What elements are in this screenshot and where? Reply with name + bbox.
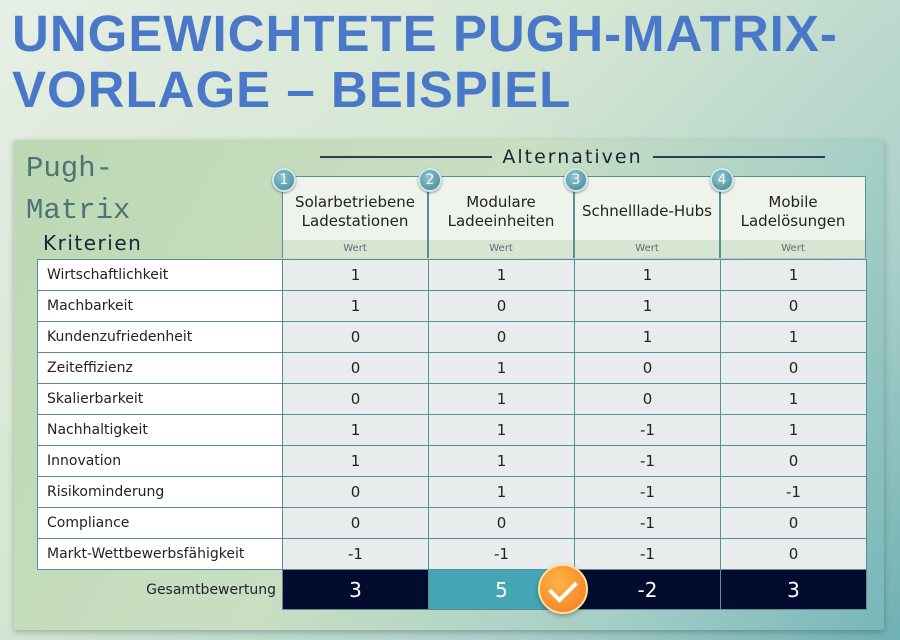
pugh-matrix-label bbox=[26, 148, 130, 232]
pugh-table bbox=[37, 259, 867, 610]
table-row bbox=[38, 539, 867, 570]
alternative-header bbox=[720, 176, 866, 258]
value-cell: 1 bbox=[283, 260, 429, 291]
value-cell: 1 bbox=[721, 415, 867, 446]
alternative-name: Modulare Ladeeinheiten bbox=[447, 192, 555, 230]
value-cell: 1 bbox=[429, 477, 575, 508]
value-cell: 1 bbox=[429, 353, 575, 384]
value-cell: 1 bbox=[575, 322, 721, 353]
value-label: Wert bbox=[575, 240, 719, 258]
value-cell: 1 bbox=[429, 260, 575, 291]
value-cell: -1 bbox=[575, 477, 721, 508]
value-cell: 0 bbox=[283, 322, 429, 353]
value-cell: 0 bbox=[429, 322, 575, 353]
alternatives-label: Alternativen bbox=[502, 146, 643, 168]
number-badge: 1 bbox=[272, 168, 296, 192]
alternative-name: Solarbetriebene Ladestationen bbox=[295, 192, 415, 230]
divider bbox=[653, 156, 825, 158]
number-badge: 3 bbox=[564, 168, 588, 192]
value-cell: 0 bbox=[283, 508, 429, 539]
value-cell: 1 bbox=[721, 384, 867, 415]
criterion-cell: Wirtschaftlichkeit bbox=[38, 260, 283, 291]
value-cell: 0 bbox=[721, 353, 867, 384]
value-cell: 1 bbox=[721, 260, 867, 291]
criterion-cell: Skalierbarkeit bbox=[38, 384, 283, 415]
value-cell: 0 bbox=[575, 353, 721, 384]
criterion-cell: Zeiteffizienz bbox=[38, 353, 283, 384]
value-cell: 1 bbox=[429, 415, 575, 446]
value-cell: 1 bbox=[283, 291, 429, 322]
table-row bbox=[38, 353, 867, 384]
value-cell: 0 bbox=[575, 384, 721, 415]
criterion-cell: Risikominderung bbox=[38, 477, 283, 508]
page-title: UNGEWICHTETE PUGH-MATRIX-VORLAGE – BEISPIEL bbox=[12, 5, 838, 118]
value-label: Wert bbox=[721, 240, 865, 258]
checkmark-badge-icon bbox=[538, 564, 588, 614]
value-cell: 0 bbox=[283, 353, 429, 384]
table-row bbox=[38, 415, 867, 446]
alternative-header bbox=[428, 176, 574, 258]
value-cell: 1 bbox=[283, 415, 429, 446]
criterion-cell: Machbarkeit bbox=[38, 291, 283, 322]
value-cell: 0 bbox=[283, 384, 429, 415]
total-cell: 3 bbox=[721, 570, 867, 610]
alternative-header bbox=[282, 176, 428, 258]
value-cell: 0 bbox=[429, 508, 575, 539]
value-cell: 0 bbox=[721, 446, 867, 477]
value-cell: -1 bbox=[721, 477, 867, 508]
number-badge: 2 bbox=[418, 168, 442, 192]
total-label: Gesamtbewertung bbox=[146, 581, 276, 598]
total-row bbox=[38, 570, 867, 610]
table-row bbox=[38, 384, 867, 415]
number-badge: 4 bbox=[710, 168, 734, 192]
criterion-cell: Nachhaltigkeit bbox=[38, 415, 283, 446]
pugh-label-line2: Matrix bbox=[26, 194, 131, 227]
table-row bbox=[38, 477, 867, 508]
table-row bbox=[38, 260, 867, 291]
alternative-name: Schnelllade-Hubs bbox=[582, 202, 712, 220]
value-cell: 0 bbox=[721, 291, 867, 322]
table-row bbox=[38, 322, 867, 353]
alternative-name: Mobile Ladelösungen bbox=[740, 192, 846, 230]
criterion-cell: Compliance bbox=[38, 508, 283, 539]
table-row bbox=[38, 446, 867, 477]
total-cell: -2 bbox=[575, 570, 721, 610]
value-cell: 0 bbox=[721, 539, 867, 570]
value-cell: 1 bbox=[429, 384, 575, 415]
value-cell: 1 bbox=[283, 446, 429, 477]
value-cell: -1 bbox=[575, 508, 721, 539]
divider bbox=[320, 156, 492, 158]
total-cell: 3 bbox=[283, 570, 429, 610]
criterion-cell: Markt-Wettbewerbsfähigkeit bbox=[38, 539, 283, 570]
value-cell: 0 bbox=[283, 477, 429, 508]
criteria-heading: Kriterien bbox=[43, 231, 143, 255]
value-cell: 0 bbox=[429, 291, 575, 322]
table-row bbox=[38, 508, 867, 539]
criterion-cell: Kundenzufriedenheit bbox=[38, 322, 283, 353]
alternative-header bbox=[574, 176, 720, 258]
total-cell: 5 bbox=[429, 570, 575, 610]
value-cell: 1 bbox=[429, 446, 575, 477]
value-cell: -1 bbox=[575, 446, 721, 477]
value-cell: 1 bbox=[575, 291, 721, 322]
value-cell: 1 bbox=[721, 322, 867, 353]
alternatives-heading bbox=[320, 146, 825, 168]
value-cell: -1 bbox=[575, 539, 721, 570]
value-cell: -1 bbox=[429, 539, 575, 570]
value-cell: -1 bbox=[575, 415, 721, 446]
table-row bbox=[38, 291, 867, 322]
criterion-cell: Innovation bbox=[38, 446, 283, 477]
value-cell: -1 bbox=[283, 539, 429, 570]
value-label: Wert bbox=[283, 240, 427, 258]
pugh-label-line1: Pugh- bbox=[26, 152, 114, 185]
value-cell: 1 bbox=[575, 260, 721, 291]
value-label: Wert bbox=[429, 240, 573, 258]
value-cell: 0 bbox=[721, 508, 867, 539]
